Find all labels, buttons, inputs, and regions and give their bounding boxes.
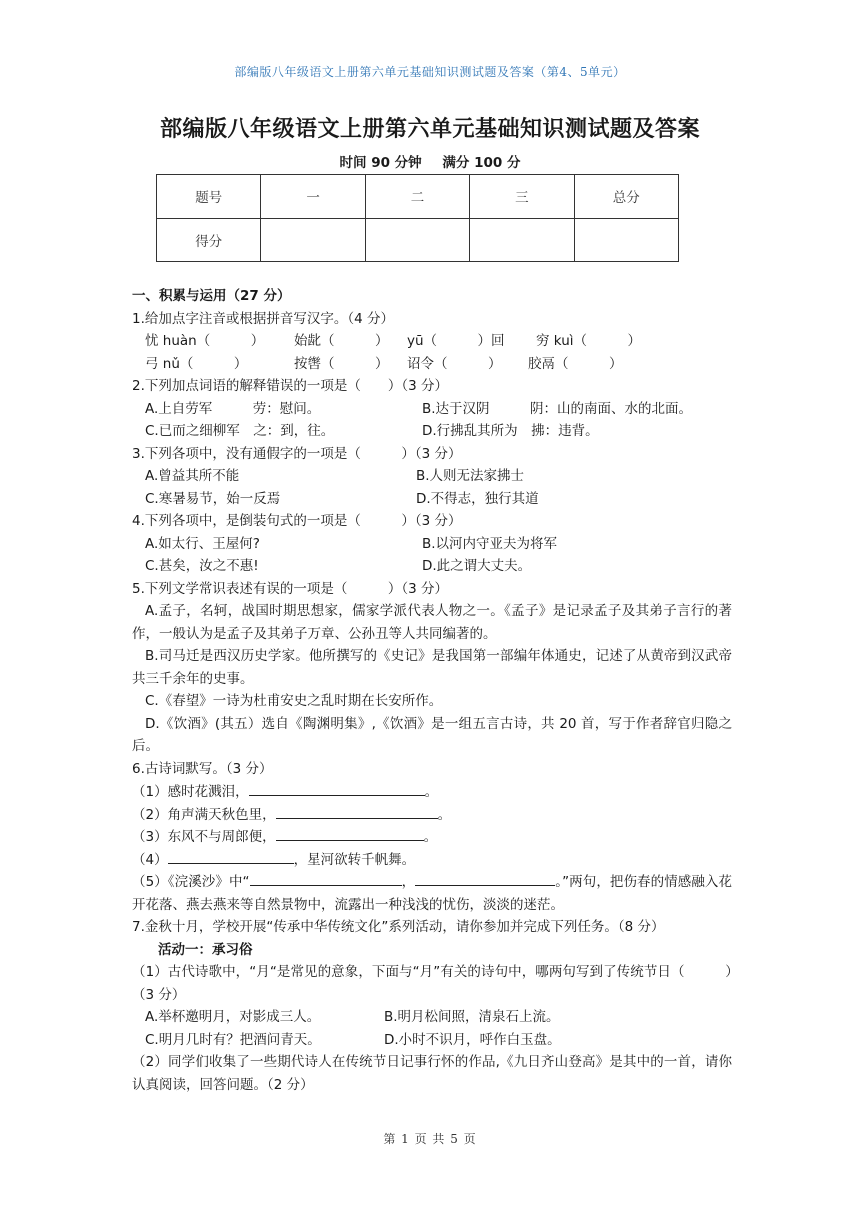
score-row-label: 得分 (157, 218, 261, 262)
option-d: D.此之谓大丈夫。 (422, 558, 532, 574)
q6-end: 。 (423, 829, 438, 845)
score-table-header: 二 (365, 175, 469, 219)
question-7-options-cd (132, 1029, 732, 1052)
answer-blank[interactable] (276, 803, 438, 819)
option-b: B.达于汉阴 阴：山的南面、水的北面。 (422, 400, 693, 417)
score-table-header: 总分 (574, 175, 678, 219)
q6-end: 。 (437, 806, 452, 823)
question-1-row-2 (132, 353, 732, 376)
question-3-options-cd (132, 488, 732, 511)
option-b: B.人则无法家拂士 (416, 468, 525, 484)
page-footer: 第 1 页 共 5 页 (383, 1132, 477, 1146)
q6-prompt: （5）《浣溪沙》中“ (132, 874, 250, 890)
question-1-stem: 1.给加点字注音或根据拼音写汉字。（4 分） (132, 310, 395, 327)
question-7-options-ab (132, 1006, 732, 1029)
option-c: C.明月几时有？把酒问青天。 (145, 1031, 321, 1048)
q6-prompt: （1）感时花溅泪， (132, 784, 249, 800)
q1-item: 忧 huàn（ ） (145, 333, 265, 349)
option-a: A.举杯邀明月，对影成三人。 (145, 1009, 321, 1025)
page-header: 部编版八年级语文上册第六单元基础知识测试题及答案（第4、5单元） (234, 65, 626, 79)
score-table-header: 题号 (157, 175, 261, 219)
question-2-stem: 2.下列加点词语的解释错误的一项是（ ）（3 分） (132, 378, 449, 394)
question-3-options-ab (132, 465, 732, 488)
q6-line-1 (132, 780, 732, 803)
option-a: A.曾益其所不能 (145, 468, 240, 484)
answer-blank[interactable] (276, 825, 424, 841)
q6-line-2 (132, 803, 732, 826)
q6-end: 。 (424, 784, 439, 800)
q6-line-5 (132, 870, 732, 916)
section-heading: 一、积累与运用（27 分） (132, 288, 291, 304)
option-c: C.《春望》一诗为杜甫安史之乱时期在长安所作。 (145, 693, 443, 709)
q1-item: yū（ ）回 (407, 333, 505, 349)
question-2-options-ab (132, 398, 732, 421)
q1-item: 始龀（ ） (294, 333, 389, 349)
score-table-header: 三 (470, 175, 574, 219)
option-c: C.寒暑易节，始一反焉 (145, 490, 281, 507)
q6-comma: ， (401, 874, 416, 890)
activity-heading: 活动一：承习俗 (158, 941, 253, 958)
q1-item: 胶鬲（ ） (528, 355, 623, 372)
option-d: D.《饮酒》(其五）选自《陶渊明集》,《饮酒》是一组五言古诗，共 20 首，写于作者辞官归隐之后。 (132, 715, 732, 754)
score-cell[interactable] (470, 218, 574, 262)
q6-line-3 (132, 825, 732, 848)
answer-blank[interactable] (250, 870, 402, 886)
question-5-stem: 5.下列文学常识表述有误的一项是（ ）（3 分） (132, 580, 449, 597)
q6-prompt: 。”两句，把伤春的情感融入花开花落、燕去燕来等自然景物中，流露出一种浅浅的忧伤，淡淡的迷茫。 (132, 874, 732, 913)
q7-part-1: （1）古代诗歌中，“月“是常见的意象，下面与“月”有关的诗句中，哪两句写到了传统节日（ ）（3 分） (132, 964, 732, 1003)
question-7-stem: 7.金秋十月，学校开展“传承中华传统文化”系列活动，请你参加并完成下列任务。（8 分） (132, 919, 665, 935)
option-a: A.上自劳军 劳：慰问。 (145, 400, 321, 417)
question-4-options-cd (132, 555, 732, 578)
q6-prompt: （3）东风不与周郎便， (132, 829, 276, 845)
question-4-options-ab (132, 533, 732, 556)
q7-part-2: （2）同学们收集了一些期代诗人在传统节日记事行怀的作品,《九日齐山登高》是其中的一首，请你认真阅读，回答问题。（2 分） (132, 1054, 732, 1093)
q6-prompt: （2）角声满天秋色里， (132, 806, 276, 823)
option-b: B.以河内守亚夫为将军 (422, 535, 558, 552)
q1-item: 诏令（ ） (407, 355, 502, 372)
score-cell[interactable] (574, 218, 678, 262)
answer-blank[interactable] (415, 870, 555, 886)
document-title: 部编版八年级语文上册第六单元基础知识测试题及答案 (159, 117, 700, 142)
option-b: B.司马迁是西汉历史学家。他所撰写的《史记》是我国第一部编年体通史，记述了从黄帝到汉武帝共三千余年的史事。 (132, 648, 732, 687)
q6-prompt: （4） (132, 851, 168, 868)
question-6-stem: 6.古诗词默写。（3 分） (132, 760, 273, 777)
score-table-header-row (157, 175, 679, 219)
score-table-header: 一 (261, 175, 365, 219)
option-c: C.已而之细柳军 之：到，往。 (145, 423, 335, 439)
q6-line-4 (132, 848, 732, 871)
q1-item: 穷 kuì（ ） (536, 333, 642, 349)
answer-blank[interactable] (168, 848, 294, 864)
q1-item: 弓 nǔ（ ） (145, 355, 248, 372)
option-b: B.明月松间照，清泉石上流。 (384, 1009, 560, 1025)
exam-time: 时间 90 分钟 (339, 155, 422, 171)
score-cell[interactable] (261, 218, 365, 262)
answer-blank[interactable] (249, 780, 425, 796)
q6-prompt: ，星河欲转千帆舞。 (293, 851, 416, 868)
score-cell[interactable] (365, 218, 469, 262)
question-1-row-1 (132, 330, 732, 353)
option-a: A.如太行、王屋何? (145, 535, 260, 552)
option-d: D.不得志，独行其道 (416, 490, 539, 507)
option-a: A.孟子，名轲，战国时期思想家，儒家学派代表人物之一。《孟子》是记录孟子及其弟子言行的著作，一般认为是孟子及其弟子万章、公孙丑等人共同编著的。 (132, 603, 732, 642)
question-3-stem: 3.下列各项中，没有通假字的一项是（ ）（3 分） (132, 445, 462, 462)
exam-total-score: 满分 100 分 (442, 155, 521, 171)
q1-item: 按辔（ ） (294, 355, 389, 372)
exam-info (0, 151, 860, 171)
score-table (156, 174, 679, 262)
option-d: D.小时不识月，呼作白玉盘。 (384, 1031, 561, 1048)
score-table-row (157, 218, 679, 262)
question-4-stem: 4.下列各项中，是倒装句式的一项是（ ）（3 分） (132, 513, 462, 529)
exam-content (132, 285, 732, 1096)
question-2-options-cd (132, 420, 732, 443)
option-c: C.甚矣，汝之不惠! (145, 558, 259, 574)
option-d: D.行拂乱其所为 拂：违背。 (422, 423, 599, 439)
